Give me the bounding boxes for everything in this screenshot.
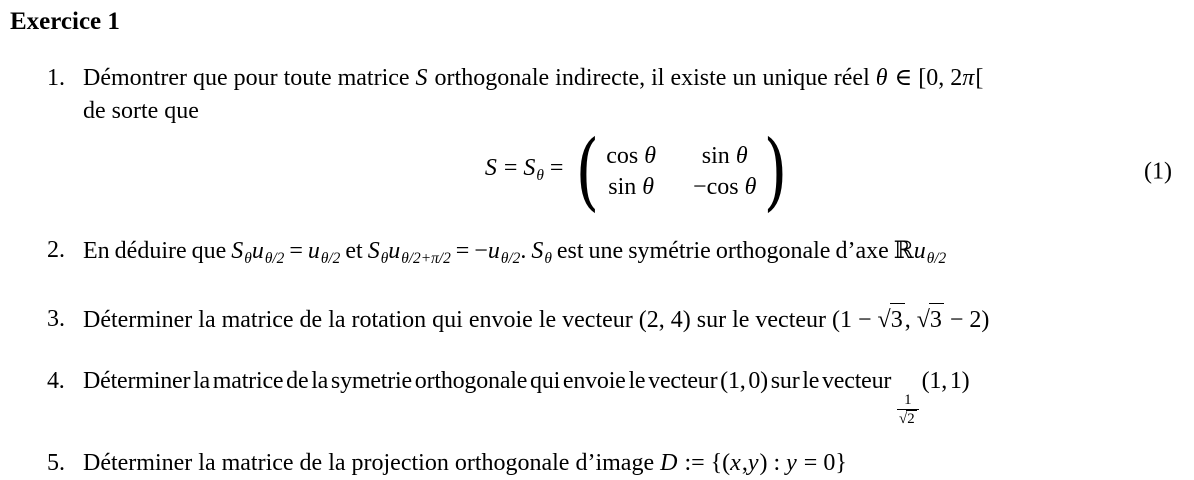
item-number: 4.	[47, 367, 65, 394]
text-run: =	[284, 238, 308, 264]
text-run: En déduire que	[83, 238, 232, 264]
math-subscript: θ	[380, 249, 389, 267]
exercise-list	[0, 62, 1194, 480]
equation-display	[83, 122, 1194, 221]
text-run: Déterminer la matrice de la projection orthogonale d’image	[83, 450, 661, 477]
text-run: est une symétrie orthogonale d’axe	[551, 238, 894, 264]
item-number: 3.	[47, 305, 65, 332]
text-run: ∈ [0, 2	[888, 65, 963, 91]
list-item	[47, 62, 1194, 221]
equation-lhs	[485, 152, 564, 192]
math-variable: S	[523, 155, 536, 182]
math-variable: θ	[735, 142, 748, 169]
matrix	[571, 122, 792, 221]
math-variable: u	[913, 238, 926, 264]
text-run: ,	[741, 450, 748, 477]
math-variable: y	[747, 450, 759, 477]
math-subscript: θ/2	[926, 249, 947, 267]
math-subscript: θ/2	[264, 249, 285, 267]
math-variable: u	[251, 238, 264, 264]
exercise-document	[0, 8, 1194, 477]
sqrt-expression	[878, 303, 905, 337]
radical-icon: √	[899, 411, 908, 428]
math-subscript: θ/2	[500, 249, 521, 267]
text-run: − 2)	[943, 306, 990, 333]
math-variable: x	[730, 450, 741, 477]
math-variable: S	[367, 238, 380, 264]
matrix-cells	[604, 141, 759, 203]
text-run: sin	[608, 173, 643, 200]
text-run: ) :	[759, 450, 787, 477]
item-number: 5.	[47, 450, 65, 477]
text-run: = 0}	[797, 450, 847, 477]
matrix-cell-r2c1	[608, 172, 655, 203]
math-variable: S	[531, 238, 544, 264]
math-subscript: θ	[536, 166, 544, 184]
matrix-cell-r1c2	[702, 141, 749, 172]
text-run: orthogonale indirecte, il existe un unique réel	[428, 65, 876, 91]
item-body	[83, 62, 1194, 221]
math-variable: y	[786, 450, 797, 477]
text-run: Déterminer la matrice de la rotation qui envoie le vecteur (2, 4) sur le vecteur (1 −	[83, 306, 878, 333]
matrix-cell-r2c2	[693, 172, 757, 203]
math-variable: S	[231, 238, 244, 264]
text-run: sin	[701, 142, 736, 169]
list-item	[47, 234, 1194, 275]
math-variable: π	[962, 65, 975, 91]
text-run: .	[520, 238, 532, 264]
text-run: =	[543, 155, 564, 182]
blackboard-r: ℝ	[893, 236, 914, 264]
math-variable: θ	[644, 142, 657, 169]
item-number: 1.	[47, 65, 65, 91]
item-body	[83, 447, 1194, 480]
math-variable: θ	[875, 65, 888, 91]
exercise-title: Exercice 1	[10, 8, 120, 35]
math-variable: u	[388, 238, 401, 264]
list-item	[47, 303, 1194, 337]
math-variable: u	[307, 238, 320, 264]
math-subscript: θ	[244, 249, 252, 267]
text-run: −cos	[693, 173, 745, 200]
numerator	[902, 392, 913, 410]
item-body	[83, 365, 1194, 429]
item-text	[83, 447, 1194, 480]
right-paren: )	[763, 122, 788, 221]
text-run: 3	[890, 306, 903, 333]
text-run: := {(	[678, 450, 731, 477]
fraction	[897, 392, 919, 430]
matrix-cell-r1c1	[606, 141, 657, 172]
item-text	[83, 62, 1194, 95]
text-run: = −	[450, 238, 488, 264]
text-run: Déterminer la matrice de la symetrie orthogonale qui envoie le vecteur (1, 0) sur le vecteur	[83, 367, 895, 394]
text-run: =	[497, 155, 524, 182]
math-variable: S	[415, 65, 428, 91]
text-run: 3	[929, 306, 942, 333]
math-variable: D	[660, 450, 678, 477]
radicand	[906, 410, 916, 429]
text-run: Démontrer que pour toute matrice	[83, 65, 416, 91]
item-text	[83, 365, 1194, 429]
math-variable: θ	[744, 173, 757, 200]
sqrt-expression	[899, 410, 917, 429]
equation-number: (1)	[1144, 158, 1172, 185]
item-text	[83, 303, 1194, 337]
radicand	[890, 303, 905, 337]
radical-icon: √	[916, 306, 930, 333]
radical-icon: √	[877, 306, 891, 333]
item-number: 2.	[47, 237, 65, 263]
math-subscript: θ/2+π/2	[401, 249, 451, 267]
text-run: cos	[606, 142, 645, 169]
math-subscript: θ/2	[320, 249, 341, 267]
left-paren: (	[576, 122, 600, 221]
math-variable: u	[487, 238, 500, 264]
math-variable: S	[484, 155, 497, 182]
math-variable: θ	[642, 173, 655, 200]
text-run: ,	[904, 306, 917, 333]
radicand	[929, 303, 944, 337]
list-item	[47, 365, 1194, 429]
item-body	[83, 234, 1194, 275]
text-run: (1, 1)	[921, 367, 970, 394]
item-body	[83, 303, 1194, 337]
denominator	[897, 409, 919, 429]
text-run: [	[975, 65, 984, 91]
math-subscript: θ	[544, 249, 552, 267]
sqrt-expression	[917, 303, 944, 337]
text-run: 2	[907, 411, 915, 428]
item-text	[83, 234, 1194, 275]
text-run: 1	[904, 391, 912, 408]
list-item	[47, 447, 1194, 480]
text-run: et	[340, 238, 368, 264]
item-text-line2: de sorte que	[83, 98, 199, 124]
